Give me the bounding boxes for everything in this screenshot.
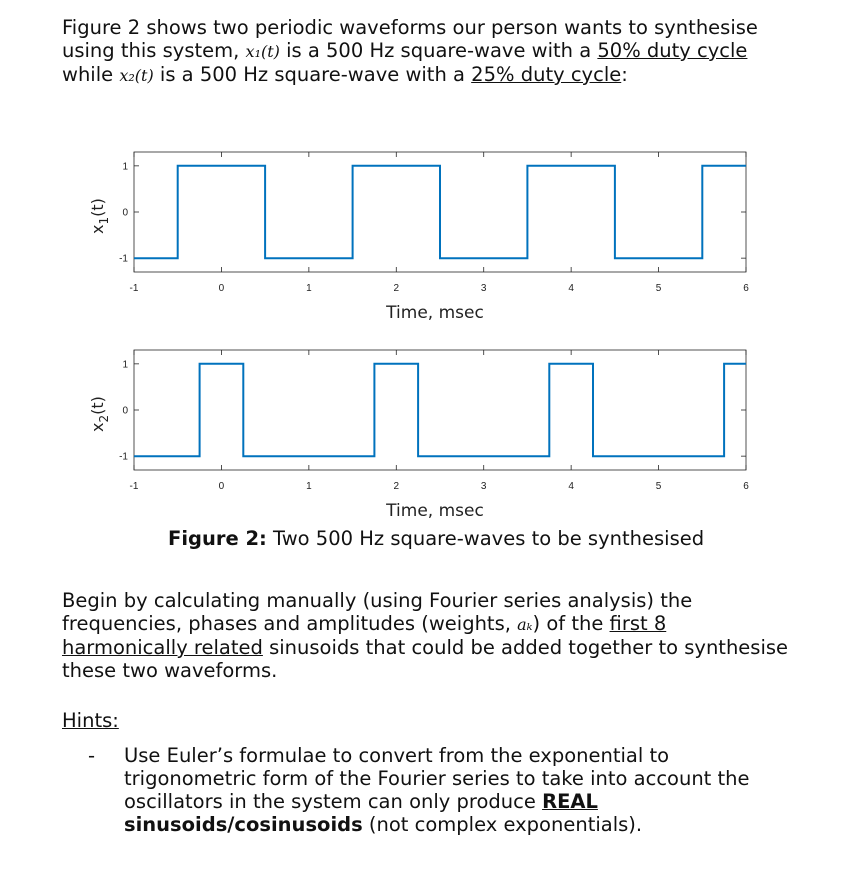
x-tick-label: 0 xyxy=(218,283,225,294)
x2-plot xyxy=(88,350,749,521)
duty-50-underlined: 50% duty cycle xyxy=(597,39,748,62)
x-tick-label: 2 xyxy=(393,481,400,492)
x1-plot xyxy=(88,152,749,323)
task-paragraph xyxy=(62,589,792,682)
figure-caption-text: Two 500 Hz square-waves to be synthesised xyxy=(266,527,705,550)
y-tick-label: -1 xyxy=(119,451,128,463)
y-axis-label-sub: 2 xyxy=(97,414,111,423)
x-axis-label: Time, msec xyxy=(386,303,484,323)
y-tick-label: 0 xyxy=(122,207,128,219)
x-tick-label: 4 xyxy=(568,481,574,492)
y-tick-label: 1 xyxy=(122,359,128,371)
x-tick-label: -1 xyxy=(129,481,139,492)
hints-title: Hints: xyxy=(62,709,119,732)
figure-caption xyxy=(168,527,704,550)
x-axis-label: Time, msec xyxy=(386,501,484,521)
task-text-3: sinusoids that could be added together to synthesise these two waveforms. xyxy=(62,636,789,682)
y-tick-label: 0 xyxy=(122,405,128,417)
x-tick-label: -1 xyxy=(129,283,139,294)
x-tick-label: 2 xyxy=(393,283,400,294)
intro-text-5: : xyxy=(621,63,628,86)
y-axis-label-main: x xyxy=(88,224,107,234)
task-text-2: ) of the xyxy=(532,612,610,635)
hint-sinusoids-bold: sinusoids/cosinusoids xyxy=(124,813,363,836)
hint-text xyxy=(124,744,804,836)
x-tick-label: 4 xyxy=(568,283,574,294)
y-axis-label-sub: 1 xyxy=(97,216,111,225)
hint-text-1: Use Euler’s formulae to convert from the exponential to trigonometric form of the Fourier series to take into account the oscillators in the system can only produce xyxy=(124,744,750,813)
intro-text-4: is a 500 Hz square-wave with a xyxy=(153,63,472,86)
first-8-harmonics-underlined: first 8 harmonically related xyxy=(62,612,667,659)
x-tick-label: 6 xyxy=(743,481,749,492)
y-tick-label: 1 xyxy=(122,161,128,173)
ak-symbol: aₖ xyxy=(517,615,533,634)
x-tick-label: 5 xyxy=(655,283,662,294)
y-axis-label xyxy=(88,396,111,432)
duty-25-underlined: 25% duty cycle xyxy=(471,63,622,86)
x-tick-label: 0 xyxy=(218,481,225,492)
intro-text-1: Figure 2 shows two periodic waveforms our person wants to synthesise using this system, xyxy=(62,16,758,62)
y-tick-label: -1 xyxy=(119,253,128,265)
x-tick-label: 5 xyxy=(655,481,662,492)
x-tick-label: 3 xyxy=(480,481,487,492)
hint-text-2: (not complex exponentials). xyxy=(362,813,643,836)
hint-real-bold: REAL xyxy=(542,790,598,813)
x2-symbol: x₂(t) xyxy=(119,66,154,85)
task-text-1: Begin by calculating manually (using Fourier series analysis) the frequencies, phases and amplitudes (weights, xyxy=(62,589,693,635)
intro-text-2: is a 500 Hz square-wave with a xyxy=(279,39,598,62)
y-axis-label-tail: (t) xyxy=(88,198,107,217)
hint-bullet: - xyxy=(88,744,96,767)
x1-symbol: x₁(t) xyxy=(245,42,280,61)
axes-box xyxy=(134,350,746,470)
x-tick-label: 3 xyxy=(480,283,487,294)
x-tick-label: 1 xyxy=(306,283,312,294)
y-axis-label xyxy=(88,198,111,234)
x-tick-label: 1 xyxy=(306,481,312,492)
y-axis-label-main: x xyxy=(88,422,107,432)
y-axis-label-tail: (t) xyxy=(88,396,107,415)
intro-text-3: while xyxy=(62,63,120,86)
figure-caption-label: Figure 2: xyxy=(168,527,267,550)
x-tick-label: 6 xyxy=(743,283,749,294)
